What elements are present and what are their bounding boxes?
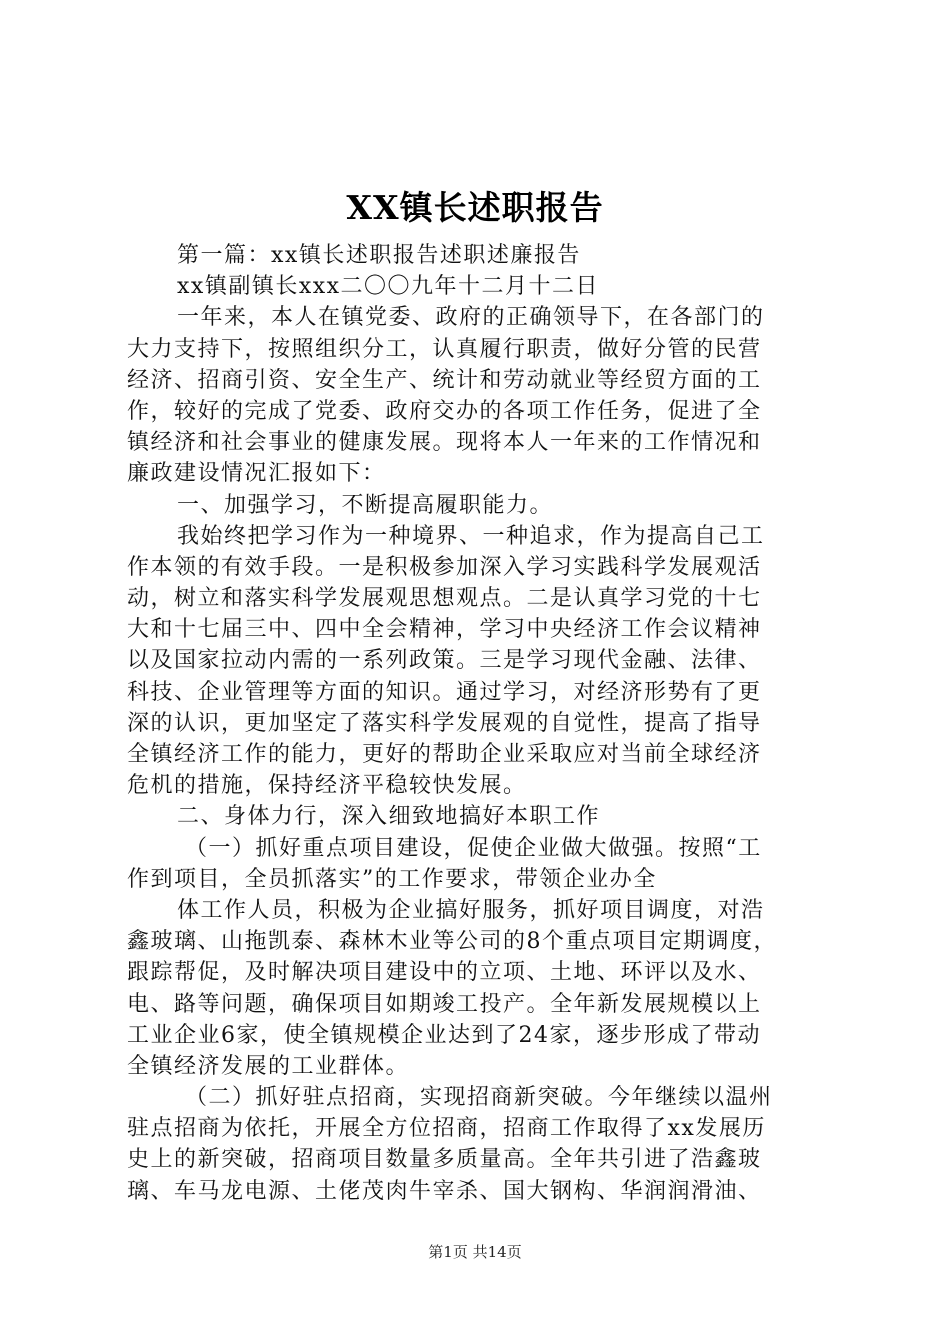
text-line: 鑫玻璃、山拖凯泰、森林木业等公司的8个重点项目定期调度，	[127, 929, 777, 955]
text-line: 深的认识，更加坚定了落实科学发展观的自觉性，提高了指导	[127, 710, 762, 736]
text-line: 驻点招商为依托，开展全方位招商，招商工作取得了xx发展历	[127, 1116, 766, 1142]
text-line: 史上的新突破，招商项目数量多质量高。全年共引进了浩鑫玻	[127, 1147, 762, 1173]
text-line: 廉政建设情况汇报如下：	[127, 461, 386, 487]
text-line: 全镇经济发展的工业群体。	[127, 1053, 410, 1079]
text-line: （二）抓好驻点招商，实现招商新突破。今年继续以温州	[185, 1085, 773, 1111]
page-number-footer: 第1页 共14页	[428, 1243, 522, 1261]
text-line: 我始终把学习作为一种境界、一种追求，作为提高自己工	[177, 523, 765, 549]
text-line: 第一篇：xx镇长述职报告述职述廉报告	[177, 243, 581, 268]
text-line: 跟踪帮促，及时解决项目建设中的立项、土地、环评以及水、	[127, 960, 762, 986]
text-line: 危机的措施，保持经济平稳较快发展。	[127, 773, 527, 799]
text-line: 镇经济和社会事业的健康发展。现将本人一年来的工作情况和	[127, 430, 762, 456]
text-line: 全镇经济工作的能力，更好的帮助企业采取应对当前全球经济	[127, 742, 762, 767]
text-line: 科技、企业管理等方面的知识。通过学习，对经济形势有了更	[127, 679, 762, 705]
text-line: 一年来，本人在镇党委、政府的正确领导下，在各部门的	[177, 305, 765, 331]
text-line: 作到项目，全员抓落实”的工作要求，带领企业办全	[127, 866, 657, 892]
text-line: xx镇副镇长xxx二〇〇九年十二月十二日	[177, 274, 600, 300]
text-line: 大力支持下，按照组织分工，认真履行职责，做好分管的民营	[127, 336, 762, 362]
text-line: 二、身体力行，深入细致地搞好本职工作	[177, 804, 601, 830]
text-line: 经济、招商引资、安全生产、统计和劳动就业等经贸方面的工	[127, 367, 762, 393]
text-line: 作本领的有效手段。一是积极参加深入学习实践科学发展观活	[127, 554, 762, 580]
text-line: 璃、车马龙电源、土佬茂肉牛宰杀、国大钢构、华润润滑油、	[127, 1178, 762, 1204]
document-body	[127, 240, 847, 1207]
document-title: XX镇长述职报告	[346, 188, 604, 227]
text-line: 以及国家拉动内需的一系列政策。三是学习现代金融、法律、	[127, 648, 762, 674]
text-line: 一、加强学习，不断提高履职能力。	[177, 492, 554, 518]
text-line: 作，较好的完成了党委、政府交办的各项工作任务，促进了全	[127, 398, 762, 424]
text-line: 工业企业6家，使全镇规模企业达到了24家，逐步形成了带动	[127, 1022, 761, 1048]
text-line: 体工作人员，积极为企业搞好服务，抓好项目调度，对浩	[177, 897, 765, 923]
text-line: 电、路等问题，确保项目如期竣工投产。全年新发展规模以上	[127, 991, 762, 1017]
text-line: 动，树立和落实科学发展观思想观点。二是认真学习党的十七	[127, 586, 762, 612]
text-line: （一）抓好重点项目建设，促使企业做大做强。按照“工	[185, 835, 762, 861]
text-line: 大和十七届三中、四中全会精神，学习中央经济工作会议精神	[127, 617, 762, 643]
